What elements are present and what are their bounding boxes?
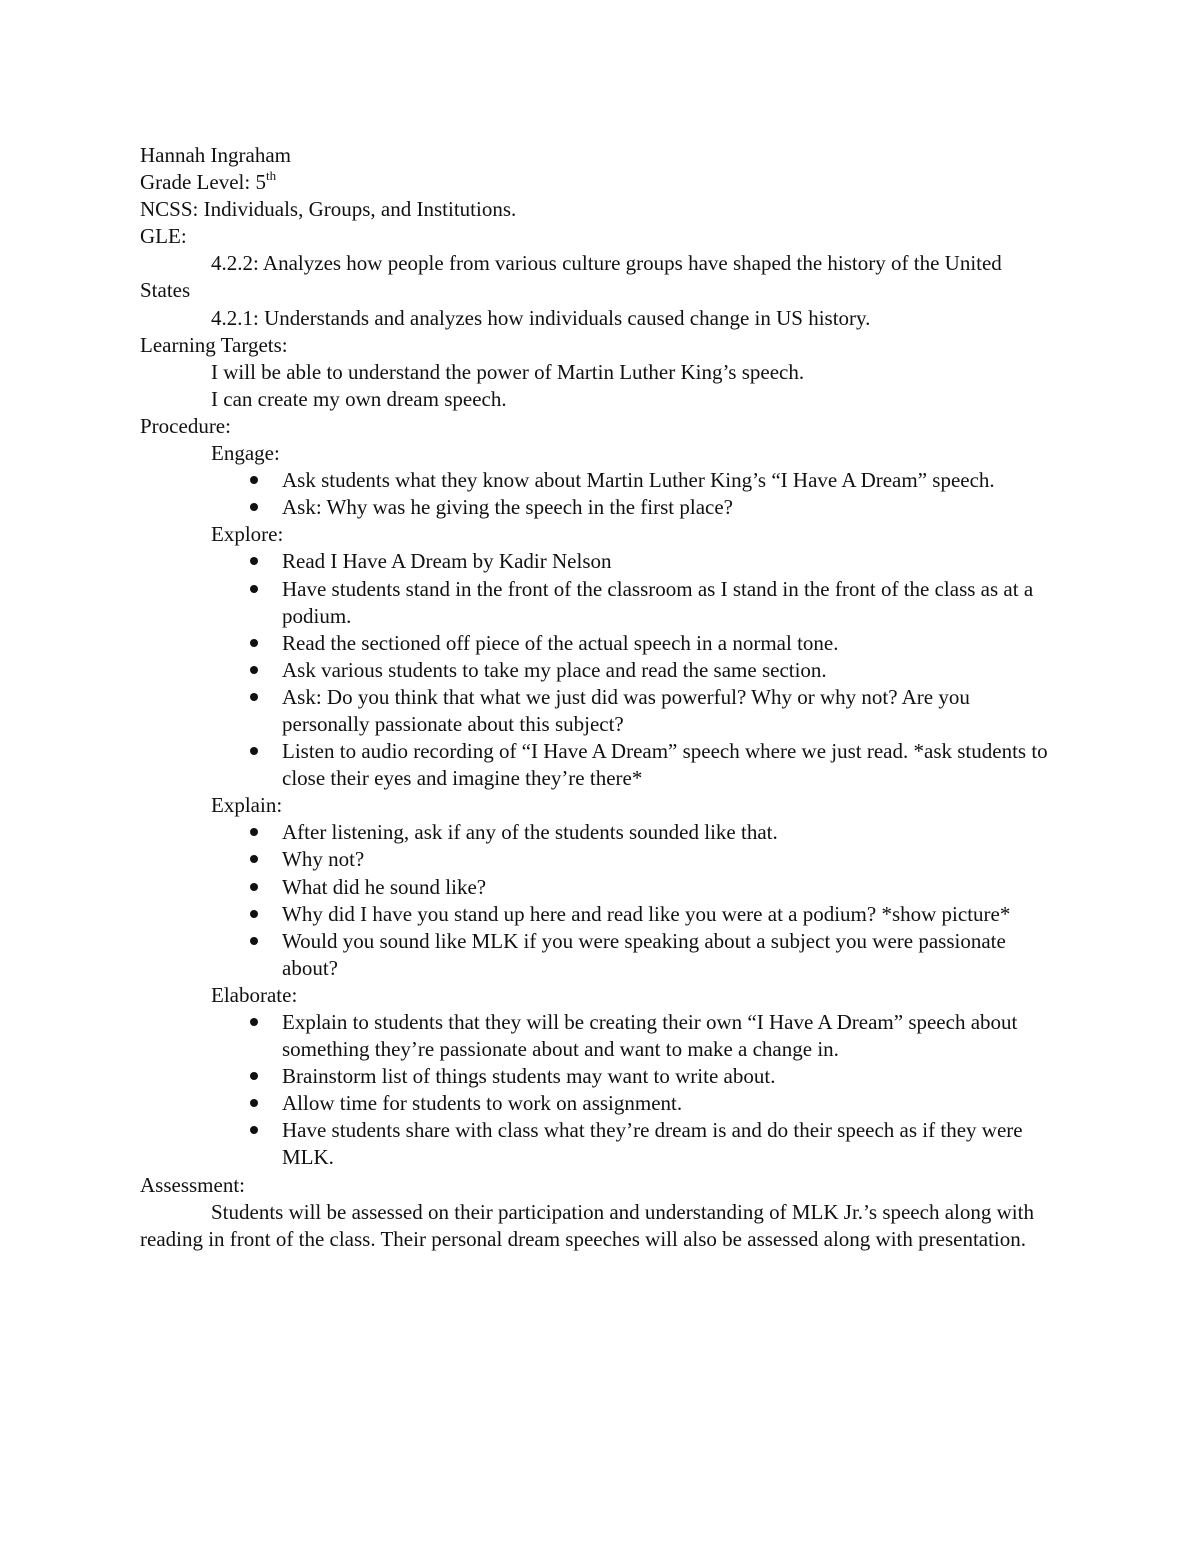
grade-level-text: Grade Level: 5 xyxy=(140,170,266,195)
learning-target-item: I will be able to understand the power of Martin Luther King’s speech. xyxy=(211,359,805,384)
list-item: After listening, ask if any of the students sounded like that. xyxy=(282,819,1042,846)
list-item: Why did I have you stand up here and read like you were at a podium? *show picture* xyxy=(282,901,1042,928)
assessment-paragraph: Students will be assessed on their participation and understanding of MLK Jr.’s speech along with reading in front of the class. Their personal dream speeches will also be assessed along with presentation. xyxy=(140,1199,1034,1251)
gle-heading: GLE: xyxy=(140,224,187,249)
list-item: What did he sound like? xyxy=(282,874,1042,901)
learning-targets-heading: Learning Targets: xyxy=(140,332,288,357)
explore-list xyxy=(140,548,1057,792)
explore-heading: Explore: xyxy=(211,522,284,547)
list-item: Explain to students that they will be creating their own “I Have A Dream” speech about something they’re passionate about and want to make a change in. xyxy=(282,1009,1052,1063)
list-item: Ask various students to take my place and read the same section. xyxy=(282,657,1057,684)
list-item: Why not? xyxy=(282,846,1042,873)
list-item: Listen to audio recording of “I Have A Dream” speech where we just read. *ask students to close their eyes and imagine they’re there* xyxy=(282,738,1057,792)
list-item: Ask: Do you think that what we just did was powerful? Why or why not? Are you personally passionate about this subject? xyxy=(282,684,1057,738)
list-item: Have students stand in the front of the classroom as I stand in the front of the class as at a podium. xyxy=(282,576,1057,630)
author-name: Hannah Ingraham xyxy=(140,143,292,167)
elaborate-list xyxy=(140,1009,1052,1172)
list-item: Read the sectioned off piece of the actual speech in a normal tone. xyxy=(282,630,1057,657)
assessment-heading: Assessment: xyxy=(140,1172,245,1197)
ncss-standard: NCSS: Individuals, Groups, and Institutions. xyxy=(140,197,517,222)
procedure-heading: Procedure: xyxy=(140,413,231,438)
engage-heading: Engage: xyxy=(211,441,280,466)
learning-target-item: I can create my own dream speech. xyxy=(211,386,507,411)
elaborate-heading: Elaborate: xyxy=(211,982,298,1007)
list-item: Read I Have A Dream by Kadir Nelson xyxy=(282,548,1057,575)
list-item: Would you sound like MLK if you were speaking about a subject you were passionate about? xyxy=(282,928,1042,982)
lesson-plan-text xyxy=(140,142,1060,1253)
grade-level-ordinal: th xyxy=(265,168,277,184)
list-item: Ask students what they know about Martin Luther King’s “I Have A Dream” speech. xyxy=(282,467,1022,494)
explain-heading: Explain: xyxy=(211,793,283,818)
list-item: Have students share with class what they’re dream is and do their speech as if they were MLK. xyxy=(282,1117,1052,1171)
grade-level xyxy=(140,169,1060,196)
gle-item-4-2-1: 4.2.1: Understands and analyzes how individuals caused change in US history. xyxy=(211,305,871,330)
gle-item-4-2-2: 4.2.2: Analyzes how people from various culture groups have shaped the history of the United States xyxy=(140,251,1002,303)
list-item: Ask: Why was he giving the speech in the first place? xyxy=(282,494,1022,521)
explain-list xyxy=(140,819,1042,982)
list-item: Brainstorm list of things students may want to write about. xyxy=(282,1063,1052,1090)
list-item: Allow time for students to work on assignment. xyxy=(282,1090,1052,1117)
engage-list xyxy=(140,467,1022,521)
